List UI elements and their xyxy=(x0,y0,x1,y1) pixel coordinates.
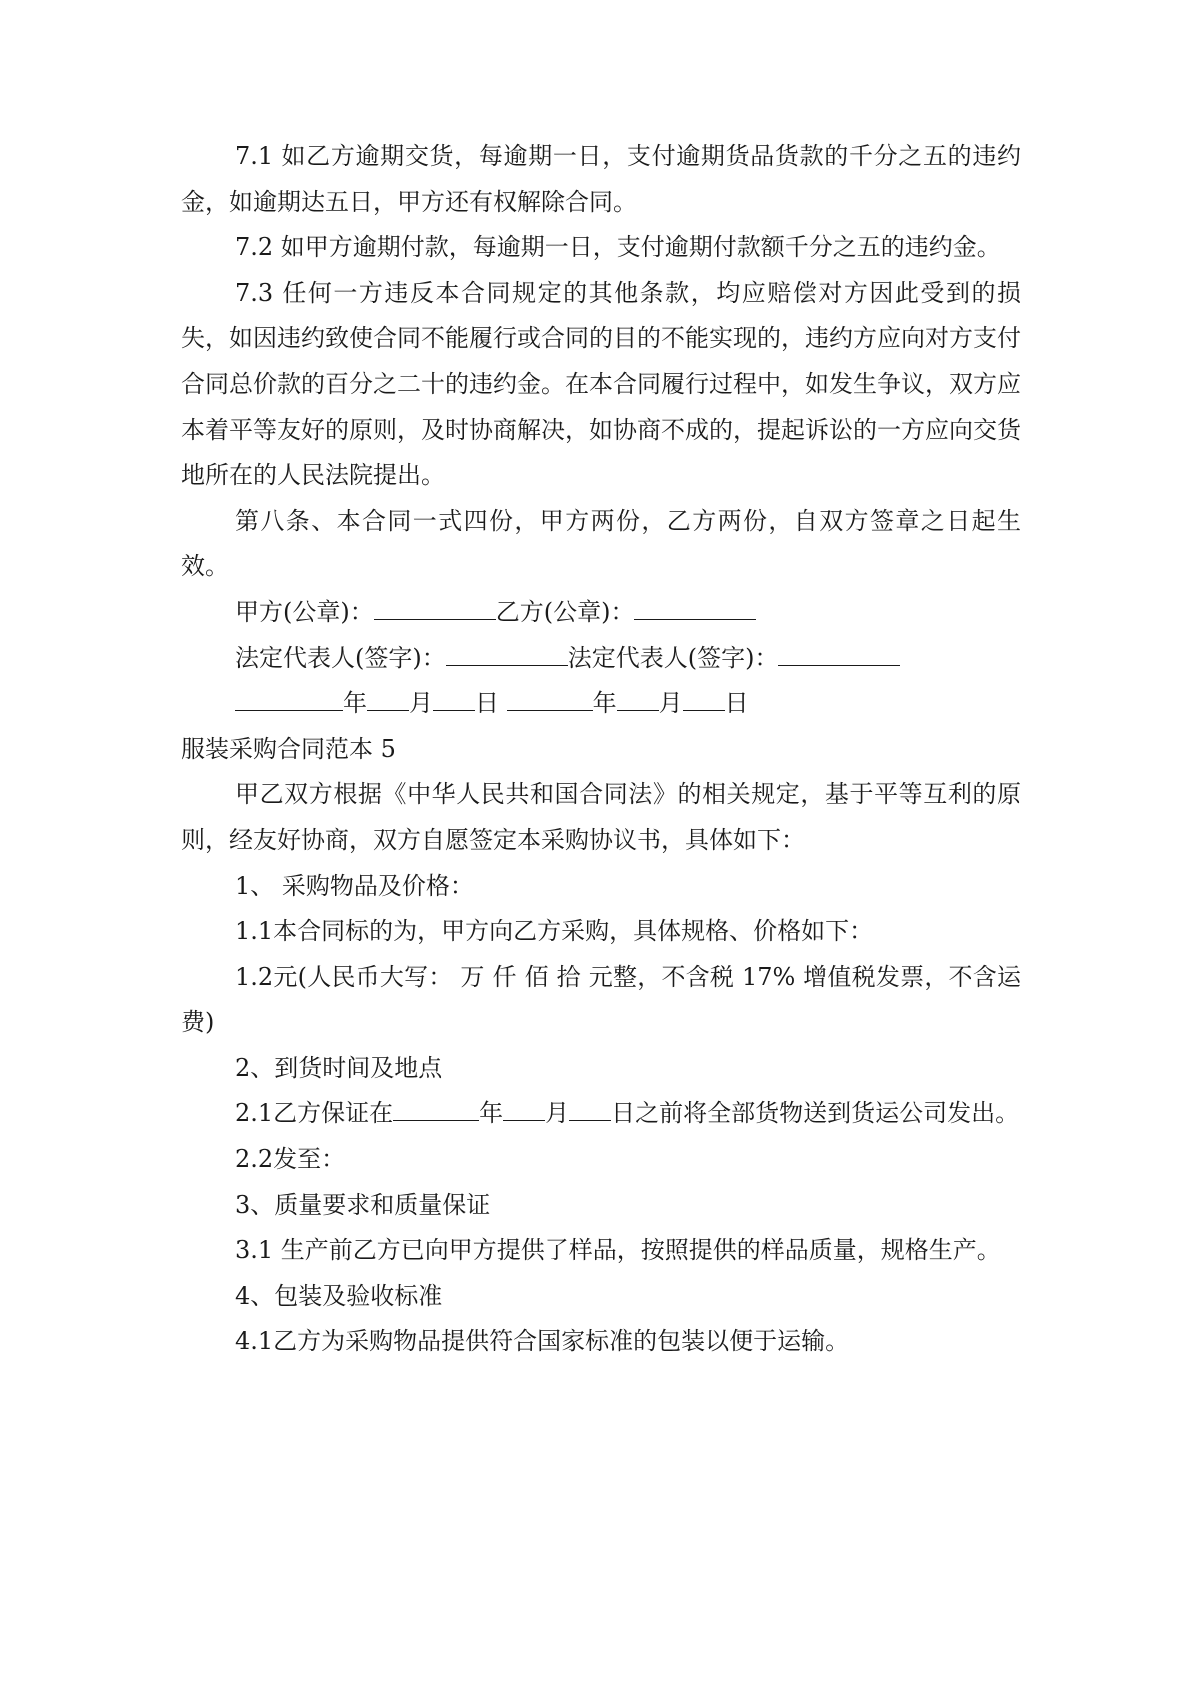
date-line xyxy=(181,681,1021,727)
item-3-1: 3.1 生产前乙方已向甲方提供了样品，按照提供的样品质量，规格生产。 xyxy=(235,1236,1001,1265)
date-b-day-label: 日 xyxy=(724,689,749,718)
item-2-1-month-blank xyxy=(503,1102,545,1121)
rep-b-blank xyxy=(778,647,900,666)
item-1-heading: 1、 采购物品及价格： xyxy=(235,871,474,900)
rep-b-label: 法定代表人(签字)： xyxy=(567,643,779,672)
party-b-seal-label: 乙方(公章)： xyxy=(495,597,635,626)
clause-7-3: 7.3 任何一方违反本合同规定的其他条款，均应赔偿对方因此受到的损失，如因违约致使合同不能履行或合同的目的不能实现的，违约方应向对方支付合同总价款的百分之二十的违约金。在本合同履行过程中，如发生争议，双方应本着平等友好的原则，及时协商解决，如协商不成的，提起诉讼的一方应向交货地所在的人民法院提出。 xyxy=(181,278,1021,490)
party-a-seal-blank xyxy=(374,601,496,620)
item-4-heading: 4、包装及验收标准 xyxy=(235,1281,443,1310)
item-2-1-month-label: 月 xyxy=(545,1099,570,1128)
item-2-1-year-label: 年 xyxy=(479,1099,504,1128)
item-2-2: 2.2发至： xyxy=(235,1145,346,1174)
date-a-month-blank xyxy=(367,692,409,711)
article-8: 第八条、本合同一式四份，甲方两份，乙方两份，自双方签章之日起生效。 xyxy=(181,506,1021,581)
date-b-year-blank xyxy=(507,692,593,711)
item-3-heading: 3、质量要求和质量保证 xyxy=(235,1190,491,1219)
date-b-year-label: 年 xyxy=(592,689,617,718)
date-a-day-label: 日 xyxy=(475,689,499,718)
document-body xyxy=(181,134,1021,1365)
date-a-month-label: 月 xyxy=(409,689,433,718)
item-2-1-suffix: 日之前将全部货物送到货运公司发出。 xyxy=(611,1099,1020,1128)
clause-7-1: 7.1 如乙方逾期交货，每逾期一日，支付逾期货品货款的千分之五的违约金，如逾期达五日，甲方还有权解除合同。 xyxy=(181,142,1021,216)
clause-7-2: 7.2 如甲方逾期付款，每逾期一日，支付逾期付款额千分之五的违约金。 xyxy=(235,233,1001,262)
item-2-1-prefix: 2.1乙方保证在 xyxy=(235,1099,394,1128)
item-2-1 xyxy=(181,1091,1021,1137)
item-1-2: 1.2元(人民币大写： 万 仟 佰 拾 元整，不含税 17% 增值税发票，不含运费) xyxy=(181,962,1021,1037)
seal-line xyxy=(181,590,1021,636)
date-a-day-blank xyxy=(433,692,475,711)
rep-a-blank xyxy=(446,647,568,666)
date-b-month-blank xyxy=(617,692,659,711)
party-b-seal-blank xyxy=(634,601,756,620)
item-1-1: 1.1本合同标的为，甲方向乙方采购，具体规格、价格如下： xyxy=(235,917,874,946)
representative-line xyxy=(181,636,1021,682)
date-a-year-blank xyxy=(235,692,343,711)
party-a-seal-label: 甲方(公章)： xyxy=(235,597,374,626)
section-5-title: 服装采购合同范本 5 xyxy=(181,734,396,763)
date-a-year-label: 年 xyxy=(343,689,367,718)
date-b-day-blank xyxy=(683,692,725,711)
item-2-1-day-blank xyxy=(569,1102,611,1121)
rep-a-label: 法定代表人(签字)： xyxy=(235,643,446,672)
item-2-heading: 2、到货时间及地点 xyxy=(235,1053,443,1082)
date-b-month-label: 月 xyxy=(658,689,683,718)
item-4-1: 4.1乙方为采购物品提供符合国家标准的包装以便于运输。 xyxy=(235,1327,850,1356)
section-5-intro: 甲乙双方根据《中华人民共和国合同法》的相关规定，基于平等互利的原则，经友好协商，双方自愿签定本采购协议书，具体如下： xyxy=(181,780,1021,854)
item-2-1-year-blank xyxy=(393,1102,479,1121)
